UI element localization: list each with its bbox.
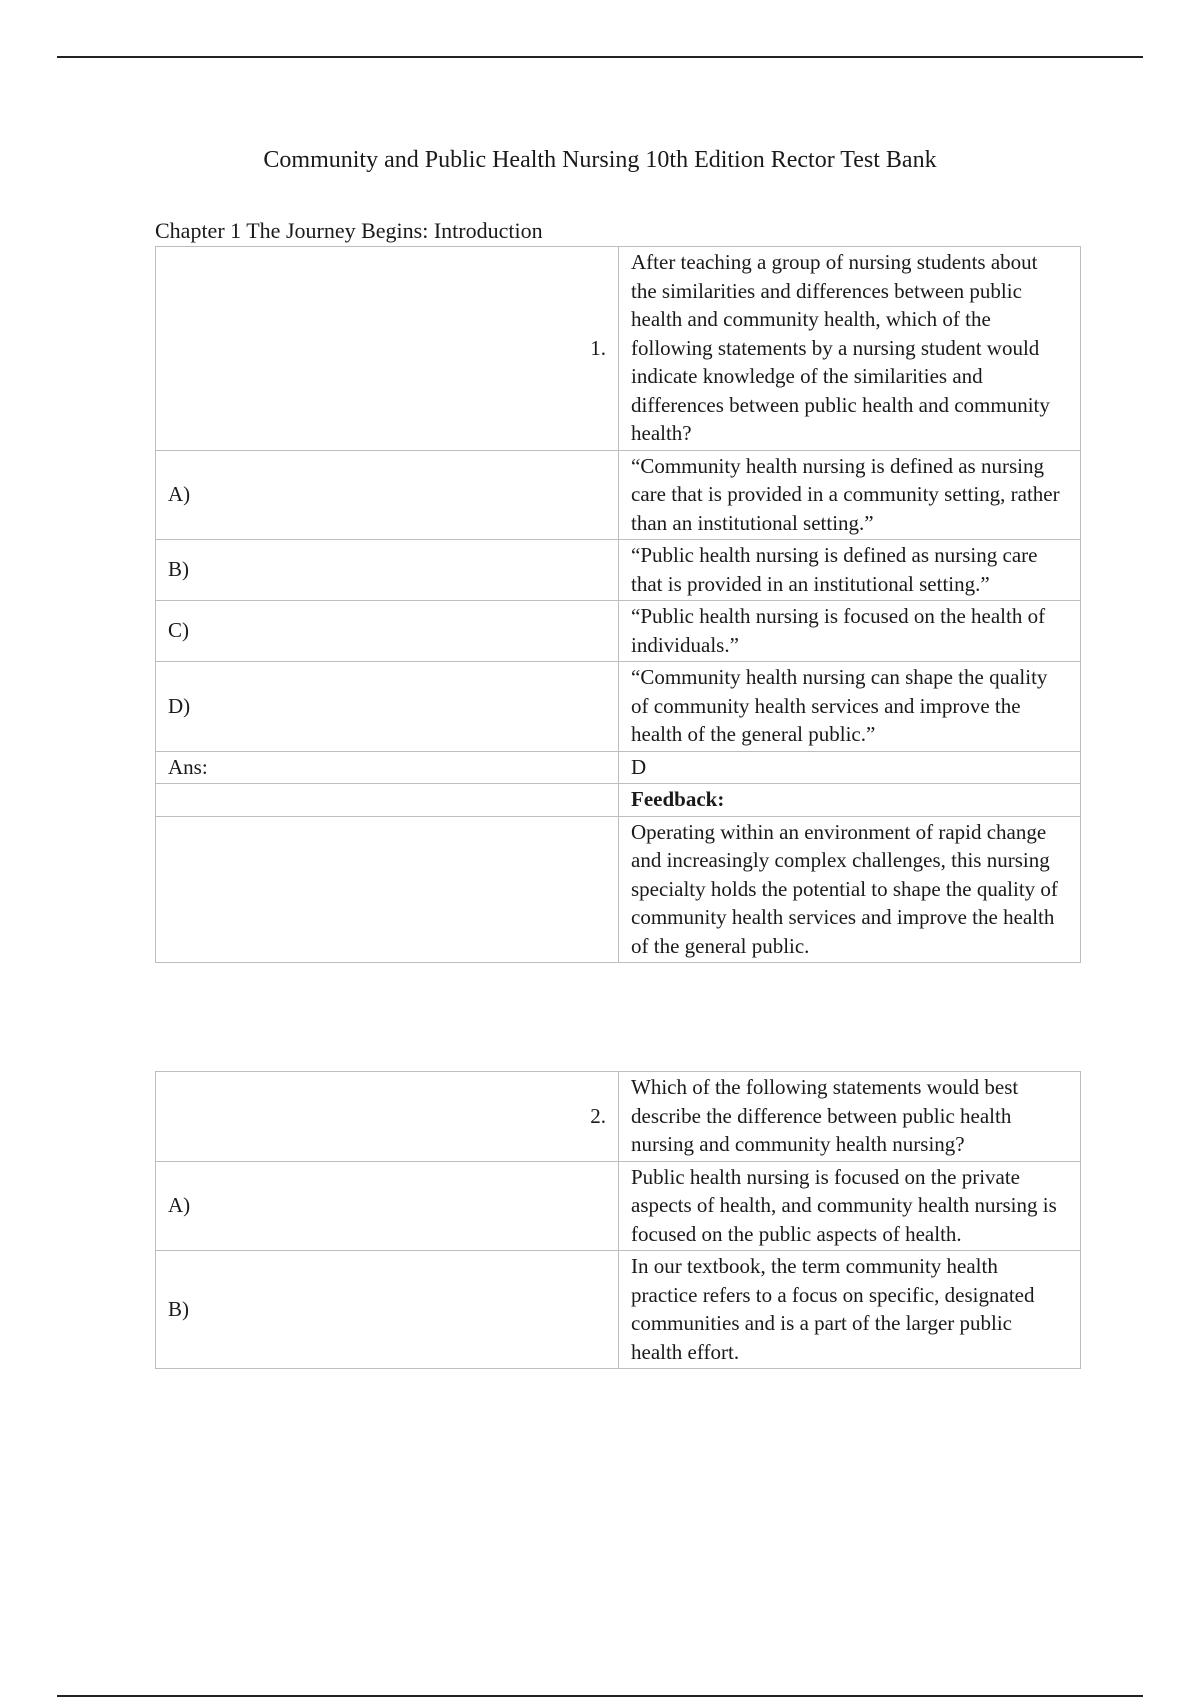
answer-label: Ans:: [156, 751, 619, 784]
option-row: [156, 662, 1081, 752]
feedback-label: Feedback:: [619, 784, 1081, 817]
option-label: B): [156, 540, 619, 601]
document-title: Community and Public Health Nursing 10th Edition Rector Test Bank: [263, 147, 937, 173]
footer-rule: [57, 1695, 1143, 1697]
question-number: 1.: [156, 247, 619, 451]
feedback-text: Operating within an environment of rapid change and increasingly complex challenges, this nursing specialty holds the potential to shape the quality of community health services and improve the health of the general public.: [619, 816, 1081, 963]
feedback-heading-row: [156, 784, 1081, 817]
option-row: [156, 1161, 1081, 1251]
option-text: “Public health nursing is focused on the health of individuals.”: [619, 601, 1081, 662]
option-label: C): [156, 601, 619, 662]
option-label: A): [156, 1161, 619, 1251]
question-text: Which of the following statements would best describe the difference between public health nursing and community health nursing?: [619, 1072, 1081, 1162]
question-row: [156, 1072, 1081, 1162]
option-row: [156, 540, 1081, 601]
question-table-2: [155, 1071, 1081, 1369]
question-row: [156, 247, 1081, 451]
chapter-heading: Chapter 1 The Journey Begins: Introduction: [155, 218, 543, 243]
option-label: D): [156, 662, 619, 752]
option-text: In our textbook, the term community health practice refers to a focus on specific, designated communities and is a part of the larger public health effort.: [619, 1251, 1081, 1369]
empty-cell: [156, 784, 619, 817]
option-label: A): [156, 450, 619, 540]
option-text: “Community health nursing is defined as nursing care that is provided in a community setting, rather than an institutional setting.”: [619, 450, 1081, 540]
answer-value: D: [619, 751, 1081, 784]
option-text: “Public health nursing is defined as nursing care that is provided in an institutional setting.”: [619, 540, 1081, 601]
option-text: Public health nursing is focused on the private aspects of health, and community health nursing is focused on the public aspects of health.: [619, 1161, 1081, 1251]
empty-cell: [156, 816, 619, 963]
feedback-row: [156, 816, 1081, 963]
option-row: [156, 601, 1081, 662]
question-table-1: [155, 246, 1081, 963]
option-label: B): [156, 1251, 619, 1369]
answer-row: [156, 751, 1081, 784]
header-rule: [57, 56, 1143, 58]
option-row: [156, 450, 1081, 540]
question-text: After teaching a group of nursing students about the similarities and differences between public health and community health, which of the following statements by a nursing student would indicate knowledge of the similarities and differences between public health and community health?: [619, 247, 1081, 451]
option-row: [156, 1251, 1081, 1369]
option-text: “Community health nursing can shape the quality of community health services and improve the health of the general public.”: [619, 662, 1081, 752]
question-number: 2.: [156, 1072, 619, 1162]
